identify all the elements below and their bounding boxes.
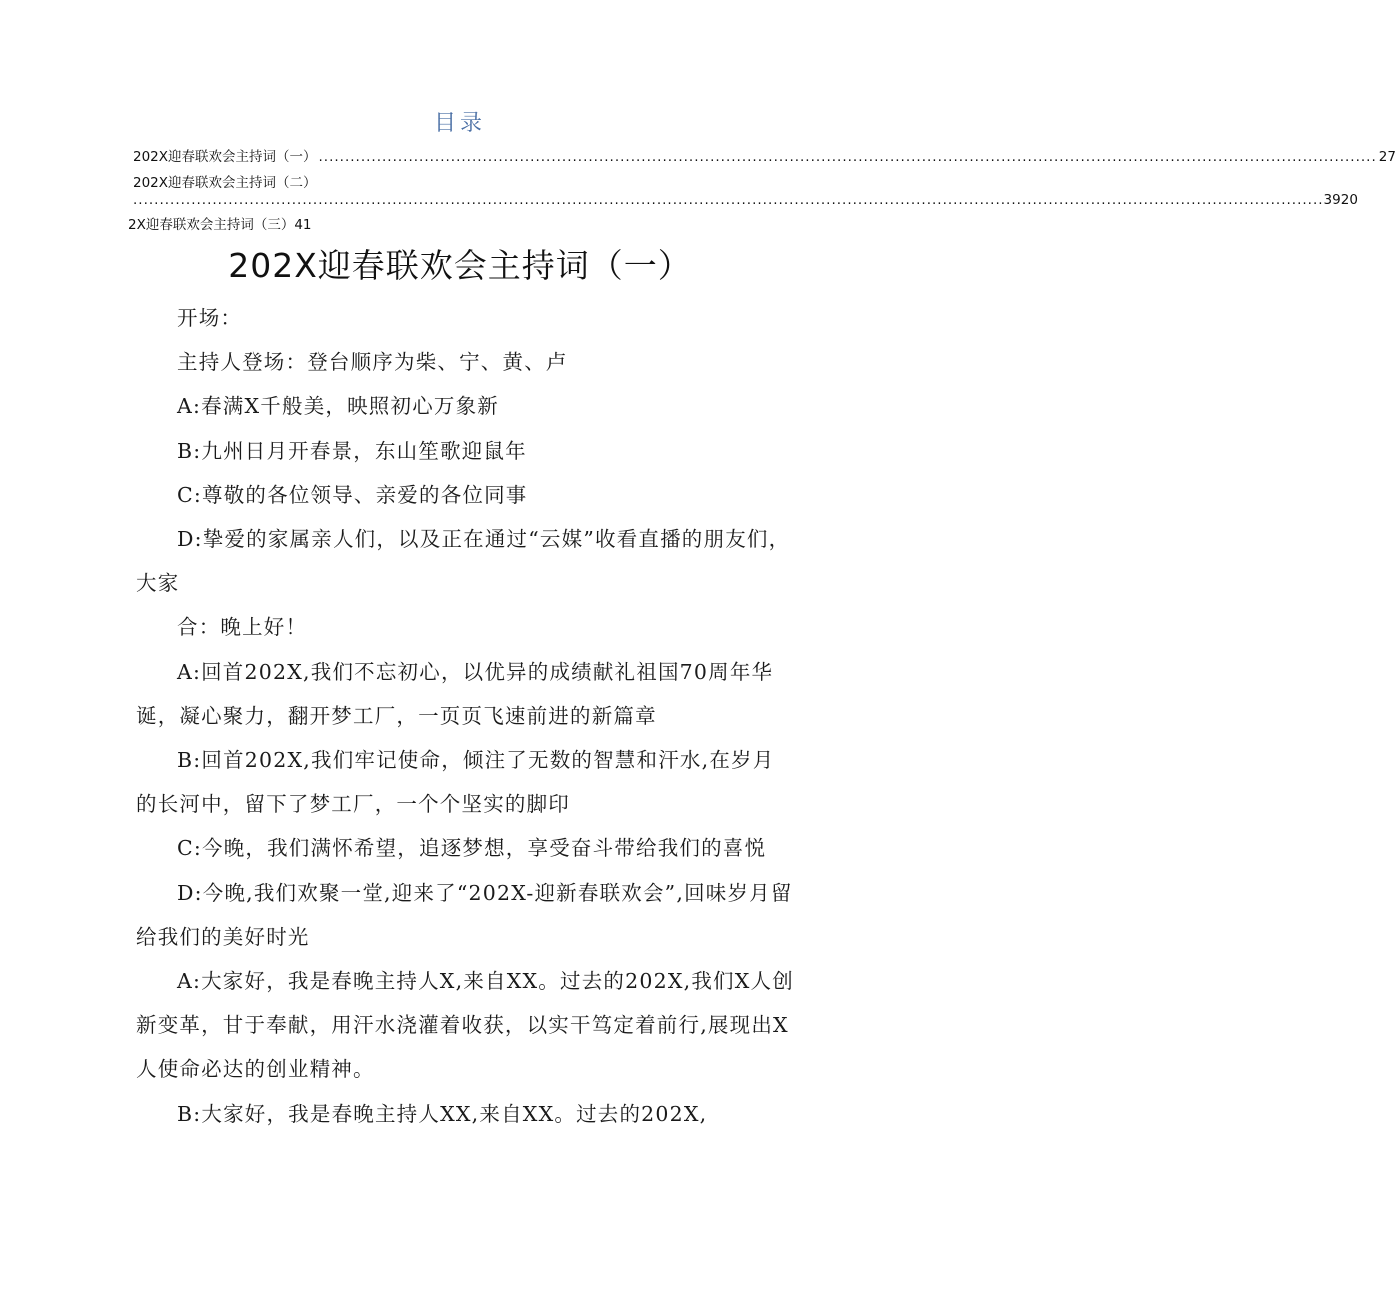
toc-entry-label: 202X迎春联欢会主持词（二）: [133, 175, 317, 191]
paragraph: A:春满X千般美，映照初心万象新: [177, 394, 500, 419]
toc-entry-label: 2X迎春联欢会主持词（三）41: [128, 217, 312, 233]
paragraph: C:尊敬的各位领导、亲爱的各位同事: [177, 482, 528, 507]
toc-entry-page: 27: [1378, 149, 1396, 165]
paragraph: B:九州日月开春景，东山笙歌迎鼠年: [177, 438, 527, 463]
toc-entry-1[interactable]: [133, 145, 1396, 165]
paragraph: D:今晚,我们欢聚一堂,迎来了“202X-迎新春联欢会”,回味岁月留给我们的美好时光: [136, 880, 793, 949]
toc-entry-2[interactable]: [133, 171, 317, 191]
toc-entry-label: 202X迎春联欢会主持词（一）: [133, 149, 317, 165]
toc-entry-2-leader[interactable]: [133, 192, 1358, 208]
paragraph: 开场：: [177, 306, 243, 330]
paragraph: B:回首202X,我们牢记使命，倾注了无数的智慧和汗水,在岁月的长河中，留下了梦工厂，一个个坚实的脚印: [136, 748, 775, 817]
toc-leader-dots: ........................................................................................................................................................................................................: [318, 149, 1377, 165]
paragraph: D:挚爱的家属亲人们，以及正在通过“云媒”收看直播的朋友们，大家: [136, 527, 791, 596]
paragraph: C:今晚，我们满怀希望，追逐梦想，享受奋斗带给我们的喜悦: [177, 836, 767, 861]
toc-entry-page: 3920: [1323, 192, 1358, 208]
toc-entry-3[interactable]: [128, 213, 312, 233]
paragraph: A:大家好，我是春晚主持人X,来自XX。过去的202X,我们X人创新变革，甘于奉献，用汗水浇灌着收获，以实干笃定着前行,展现出X人使命必达的创业精神。: [136, 969, 794, 1082]
document-body: [136, 296, 796, 1136]
toc-title: 目录: [433, 111, 486, 136]
paragraph: B:大家好，我是春晚主持人XX,来自XX。过去的202X,: [177, 1101, 708, 1126]
paragraph: 主持人登场：登台顺序为柴、宁、黄、卢: [177, 350, 568, 375]
document-title: 202X迎春联欢会主持词（一）: [228, 246, 692, 285]
paragraph: 合：晚上好！: [177, 615, 308, 640]
toc-leader-dots: .................................................................................................................................................................................................................................: [133, 192, 1324, 208]
paragraph: A:回首202X,我们不忘初心，以优异的成绩献礼祖国70周年华诞，凝心聚力，翻开梦工厂，一页页飞速前进的新篇章: [136, 659, 774, 728]
